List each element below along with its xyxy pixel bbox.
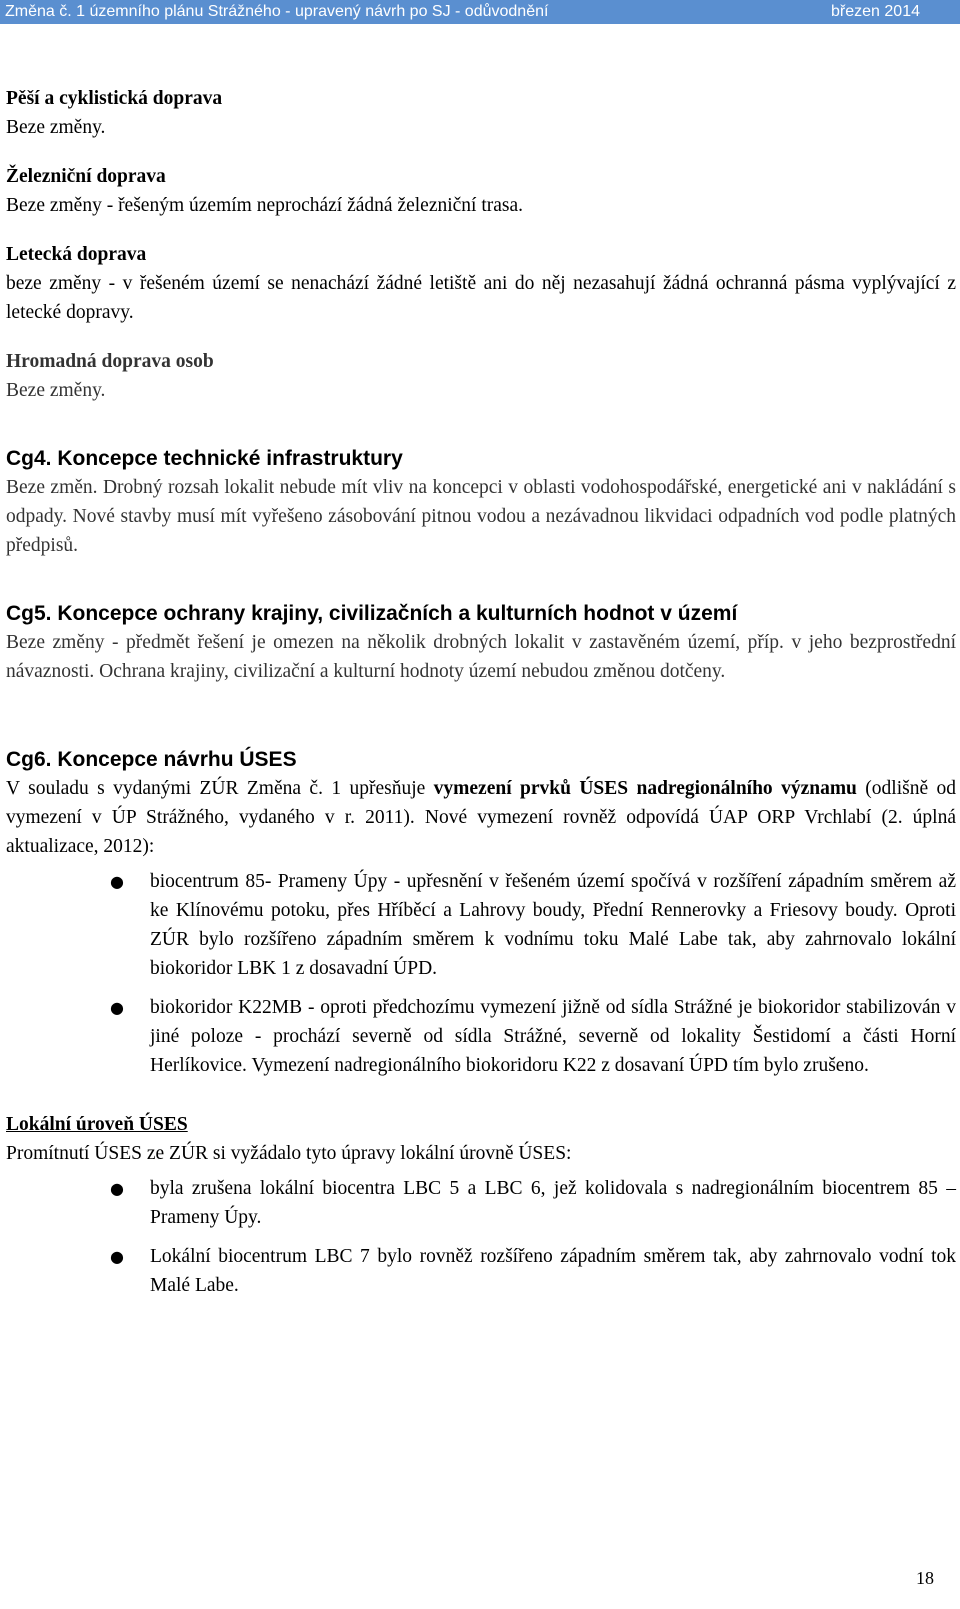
- text-hromadna-doprava: Beze změny.: [6, 380, 106, 401]
- list-item: [6, 993, 956, 1080]
- bullet-icon: ●: [110, 872, 124, 891]
- page-number: 18: [916, 1568, 934, 1588]
- text-cg6-part-a: V souladu s vydanými ZÚR Změna č. 1 upřesňuje: [6, 778, 434, 799]
- text-cg4: Beze změn. Drobný rozsah lokalit nebude mít vliv na koncepci v oblasti vodohospodářské, energetické ani v nakládání s odpady. Nové stavby musí mít vyřešeno zásobování pitnou vodou a nezávadnou likvidaci odpadních vod podle platných předpisů.: [6, 477, 956, 556]
- heading-cg4: Cg4. Koncepce technické infrastruktury: [6, 447, 403, 470]
- cg6-bullet-list: [6, 867, 956, 1080]
- text-zeleznicni-doprava: Beze změny - řešeným územím neprochází žádná železniční trasa.: [6, 195, 524, 216]
- list-item-text: Lokální biocentrum LBC 7 bylo rovněž rozšířeno západním směrem tak, aby zahrnovalo vodní tok Malé Labe.: [150, 1246, 956, 1296]
- heading-pesi-doprava: Pěší a cyklistická doprava: [6, 88, 223, 109]
- document-body: [6, 84, 956, 1310]
- text-letecka-doprava: beze změny - v řešeném území se nenachází žádné letiště ani do něj nezasahují žádná ochranná pásma vyplývající z letecké dopravy.: [6, 273, 956, 323]
- text-lokalni-uroven: Promítnutí ÚSES ze ZÚR si vyžádalo tyto úpravy lokální úrovně ÚSES:: [6, 1143, 572, 1164]
- list-item: [6, 1174, 956, 1232]
- text-cg6: [6, 774, 956, 861]
- text-pesi-doprava: Beze změny.: [6, 117, 106, 138]
- header-date: březen 2014: [831, 3, 920, 20]
- text-cg6-bold: vymezení prvků ÚSES nadregionálního významu: [433, 778, 857, 799]
- bullet-icon: ●: [110, 1179, 124, 1198]
- list-item: [6, 1242, 956, 1300]
- heading-cg5: Cg5. Koncepce ochrany krajiny, civilizačních a kulturních hodnot v území: [6, 602, 738, 625]
- heading-cg6: Cg6. Koncepce návrhu ÚSES: [6, 748, 297, 771]
- bullet-icon: ●: [110, 1247, 124, 1266]
- header-title: Změna č. 1 územního plánu Strážného - upravený návrh po SJ - odůvodnění: [5, 3, 549, 20]
- list-item: [6, 867, 956, 983]
- local-bullet-list: [6, 1174, 956, 1300]
- heading-lokalni-uroven: Lokální úroveň ÚSES: [6, 1114, 188, 1135]
- text-cg5: Beze změny - předmět řešení je omezen na několik drobných lokalit v zastavěném území, příp. v jeho bezprostřední návaznosti. Ochrana krajiny, civilizační a kulturní hodnoty území nebudou změnou dotčeny.: [6, 632, 956, 682]
- list-item-text: biokoridor K22MB - oproti předchozímu vymezení jižně od sídla Strážné je biokoridor stabilizován v jiné poloze - prochází severně od sídla Strážné, severně od lokality Šestidomí a části Horní Herlíkovice. Vymezení nadregionálního biokoridoru K22 z dosavaní ÚPD tím bylo zrušeno.: [150, 997, 956, 1076]
- bullet-icon: ●: [110, 998, 124, 1017]
- text-cg6-part-b: (odlišně od vymezení v ÚP Strážného, vydaného v r. 2011). Nové vymezení rovněž odpovídá ÚAP ORP Vrchlabí (2. úplná aktualizace, 2012):: [6, 778, 956, 857]
- page-header: [0, 0, 960, 24]
- list-item-text: biocentrum 85- Prameny Úpy - upřesnění v řešeném území spočívá v rozšíření západním směrem až ke Klínovému potoku, přes Hříběcí a Lahrovy boudy, Přední Rennerovky a Friesovy boudy. Oproti ZÚR bylo rozšířeno západním směrem k vodnímu toku Malé Labe tak, aby zahrnovalo lokální biokoridor LBK 1 z dosavadní ÚPD.: [150, 871, 956, 979]
- list-item-text: byla zrušena lokální biocentra LBC 5 a LBC 6, jež kolidovala s nadregionálním biocentrem 85 – Prameny Úpy.: [150, 1178, 956, 1228]
- heading-zeleznicni-doprava: Železniční doprava: [6, 166, 166, 187]
- heading-hromadna-doprava: Hromadná doprava osob: [6, 351, 214, 372]
- heading-letecka-doprava: Letecká doprava: [6, 244, 147, 265]
